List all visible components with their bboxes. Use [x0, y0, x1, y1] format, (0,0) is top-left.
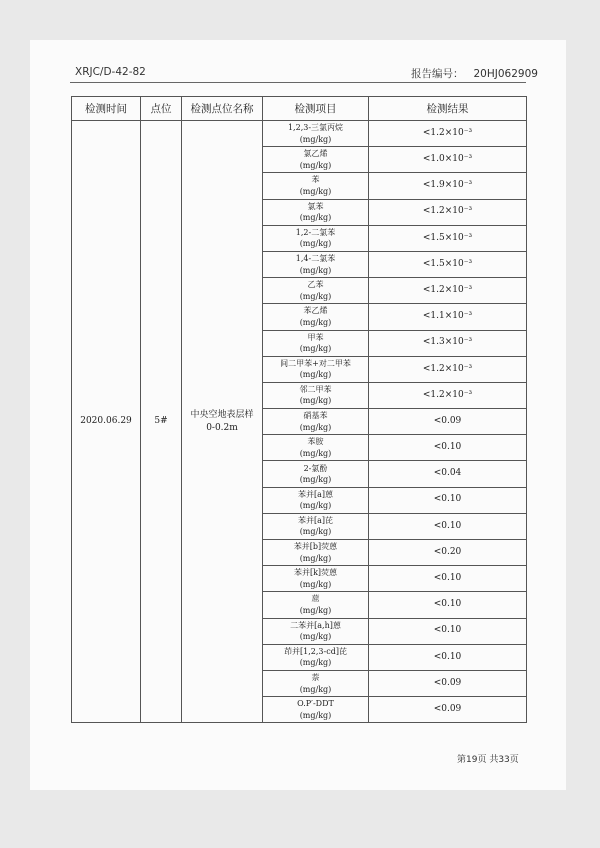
- test-result: <0.10: [369, 592, 527, 618]
- test-item: [263, 356, 369, 382]
- test-item: [263, 251, 369, 277]
- test-item: [263, 487, 369, 513]
- test-item-name: 苯并[a]芘: [297, 515, 333, 525]
- results-table: [71, 96, 527, 723]
- column-header: 检测点位名称: [182, 97, 263, 121]
- test-result: <0.10: [369, 513, 527, 539]
- test-item: [263, 670, 369, 696]
- test-item-name: 间二甲苯+对二甲苯: [280, 358, 351, 368]
- test-item: [263, 540, 369, 566]
- test-result: <0.10: [369, 644, 527, 670]
- report-number-value: 20HJ062909: [473, 68, 538, 80]
- test-result: <0.09: [369, 697, 527, 723]
- sampling-location: [182, 121, 263, 723]
- test-result: <1.0×10⁻³: [369, 147, 527, 173]
- test-item-unit: (mg/kg): [299, 632, 332, 642]
- test-item-name: 苯并[a]蒽: [297, 489, 333, 499]
- test-item: [263, 225, 369, 251]
- test-item: [263, 330, 369, 356]
- test-item-name: 2-氯酚: [303, 463, 328, 473]
- test-item: [263, 618, 369, 644]
- test-item-unit: (mg/kg): [299, 553, 332, 563]
- column-header: 点位: [141, 97, 182, 121]
- test-item-unit: (mg/kg): [299, 239, 332, 249]
- test-item-unit: (mg/kg): [299, 684, 332, 694]
- test-result: <0.09: [369, 409, 527, 435]
- test-item: [263, 566, 369, 592]
- test-result: <0.20: [369, 540, 527, 566]
- test-result: <1.5×10⁻³: [369, 225, 527, 251]
- test-item-name: O.P′-DDT: [297, 699, 334, 709]
- test-item-unit: (mg/kg): [299, 160, 332, 170]
- test-item-name: 苯胺: [307, 437, 324, 447]
- test-result: <0.10: [369, 566, 527, 592]
- test-item-name: 1,2,3-三氯丙烷: [287, 123, 344, 133]
- test-item-name: 䓛: [311, 594, 320, 604]
- test-result: <0.10: [369, 435, 527, 461]
- test-item-name: 氯苯: [307, 201, 324, 211]
- sampling-date: 2020.06.29: [72, 121, 141, 723]
- test-item-unit: (mg/kg): [299, 448, 332, 458]
- column-header: 检测时间: [72, 97, 141, 121]
- test-item-unit: (mg/kg): [299, 396, 332, 406]
- test-item-unit: (mg/kg): [299, 605, 332, 615]
- test-item-unit: (mg/kg): [299, 265, 332, 275]
- table-header-row: [72, 97, 527, 121]
- test-result: <1.3×10⁻³: [369, 330, 527, 356]
- test-result: <1.2×10⁻³: [369, 356, 527, 382]
- test-item: [263, 382, 369, 408]
- table-row: [72, 121, 527, 147]
- test-result: <1.9×10⁻³: [369, 173, 527, 199]
- test-result: <1.5×10⁻³: [369, 251, 527, 277]
- test-item-unit: (mg/kg): [299, 370, 332, 380]
- test-item-name: 苯: [311, 175, 320, 185]
- test-item-name: 1,2-二氯苯: [295, 227, 336, 237]
- test-item: [263, 592, 369, 618]
- test-item-unit: (mg/kg): [299, 213, 332, 223]
- test-item-unit: (mg/kg): [299, 344, 332, 354]
- test-item-unit: (mg/kg): [299, 501, 332, 511]
- test-item: [263, 409, 369, 435]
- test-item: [263, 173, 369, 199]
- header-rule: [70, 82, 526, 83]
- test-item: [263, 147, 369, 173]
- test-item-unit: (mg/kg): [299, 475, 332, 485]
- column-header: 检测项目: [263, 97, 369, 121]
- test-item-name: 甲苯: [307, 332, 324, 342]
- test-item-name: 硝基苯: [303, 411, 328, 421]
- test-item: [263, 461, 369, 487]
- test-result: <1.2×10⁻³: [369, 199, 527, 225]
- test-result: <1.2×10⁻³: [369, 121, 527, 147]
- test-item: [263, 697, 369, 723]
- test-item-unit: (mg/kg): [299, 710, 332, 720]
- test-item-name: 1,4-二氯苯: [295, 254, 336, 264]
- test-item-name: 邻二甲苯: [299, 384, 332, 394]
- test-result: <1.2×10⁻³: [369, 278, 527, 304]
- test-item-name: 苯并[b]荧蒽: [293, 542, 338, 552]
- test-result: <0.10: [369, 487, 527, 513]
- test-result: <1.2×10⁻³: [369, 382, 527, 408]
- report-number: [411, 66, 538, 81]
- test-item: [263, 278, 369, 304]
- test-item-unit: (mg/kg): [299, 317, 332, 327]
- test-item-unit: (mg/kg): [299, 186, 332, 196]
- report-number-label: 报告编号：: [411, 68, 464, 80]
- test-item-unit: (mg/kg): [299, 527, 332, 537]
- test-item-name: 苯乙烯: [303, 306, 328, 316]
- test-item: [263, 199, 369, 225]
- test-result: <0.10: [369, 618, 527, 644]
- test-item-name: 茚并[1,2,3-cd]芘: [284, 646, 347, 656]
- document-code: XRJC/D-42-82: [75, 66, 146, 78]
- test-item-unit: (mg/kg): [299, 134, 332, 144]
- test-result: <0.04: [369, 461, 527, 487]
- test-item-name: 苯并[k]荧蒽: [293, 568, 338, 578]
- test-item-name: 乙苯: [307, 280, 324, 290]
- test-item: [263, 513, 369, 539]
- test-result: <1.1×10⁻³: [369, 304, 527, 330]
- test-item-name: 氯乙烯: [303, 149, 328, 159]
- location-name: 中央空地表层样: [190, 409, 254, 420]
- test-item: [263, 304, 369, 330]
- test-item-unit: (mg/kg): [299, 422, 332, 432]
- test-item: [263, 121, 369, 147]
- page-number: 第19页 共33页: [457, 755, 519, 765]
- test-result: <0.09: [369, 670, 527, 696]
- location-depth: 0-0.2m: [206, 422, 238, 433]
- column-header: 检测结果: [369, 97, 527, 121]
- test-item-unit: (mg/kg): [299, 658, 332, 668]
- test-item-unit: (mg/kg): [299, 291, 332, 301]
- sampling-point: 5#: [141, 121, 182, 723]
- test-item-unit: (mg/kg): [299, 579, 332, 589]
- test-item: [263, 435, 369, 461]
- test-item-name: 萘: [311, 673, 320, 683]
- test-item: [263, 644, 369, 670]
- test-item-name: 二苯并[a,h]蒽: [290, 620, 341, 630]
